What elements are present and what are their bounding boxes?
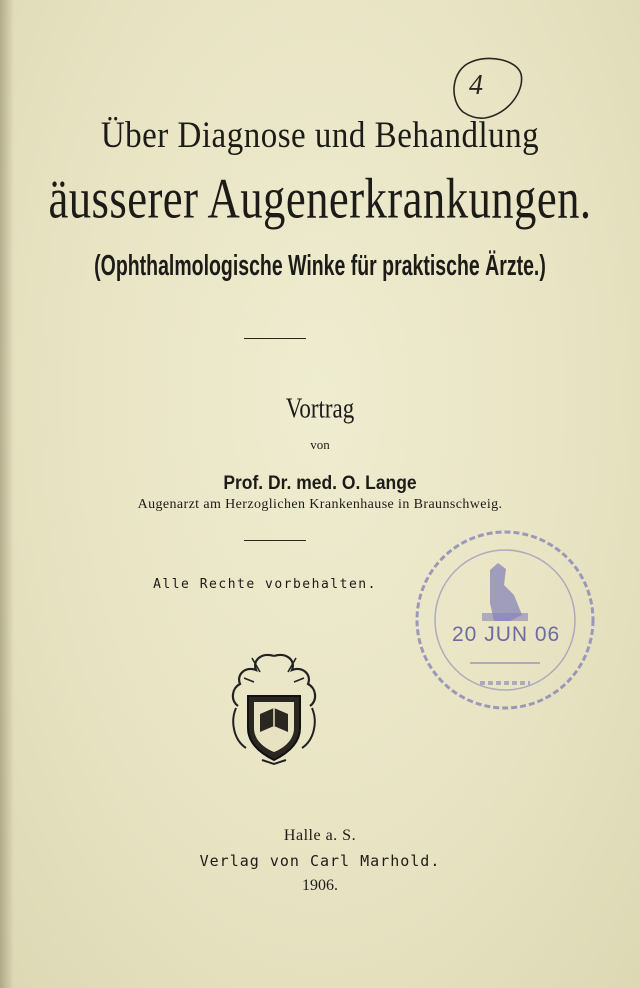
by-label: von xyxy=(310,437,330,452)
title-line-1: Über Diagnose und Behandlung xyxy=(100,115,540,157)
shelfmark-circle xyxy=(445,52,525,124)
subtitle: (Ophthalmologische Winke für praktische Ärzte.) xyxy=(94,249,546,283)
divider-rule xyxy=(244,338,306,339)
shelfmark: 4 xyxy=(469,70,483,101)
author-affiliation: Augenarzt am Herzoglichen Krankenhause in Braunschweig. xyxy=(137,497,503,512)
publisher-emblem xyxy=(222,648,326,766)
lecture-label: Vortrag xyxy=(285,392,355,424)
divider-rule xyxy=(244,540,306,541)
rights-notice: Alle Rechte vorbehalten. xyxy=(153,577,377,592)
title-line-2: äusserer Augenerkrankungen. xyxy=(48,168,592,231)
stamp-date: 20 JUN 06 xyxy=(452,623,561,646)
publication-year: 1906. xyxy=(302,877,338,894)
library-stamp xyxy=(410,525,600,715)
publication-place: Halle a. S. xyxy=(283,827,357,844)
author-name: Prof. Dr. med. O. Lange xyxy=(223,473,417,494)
publisher-name: Verlag von Carl Marhold. xyxy=(199,852,441,870)
